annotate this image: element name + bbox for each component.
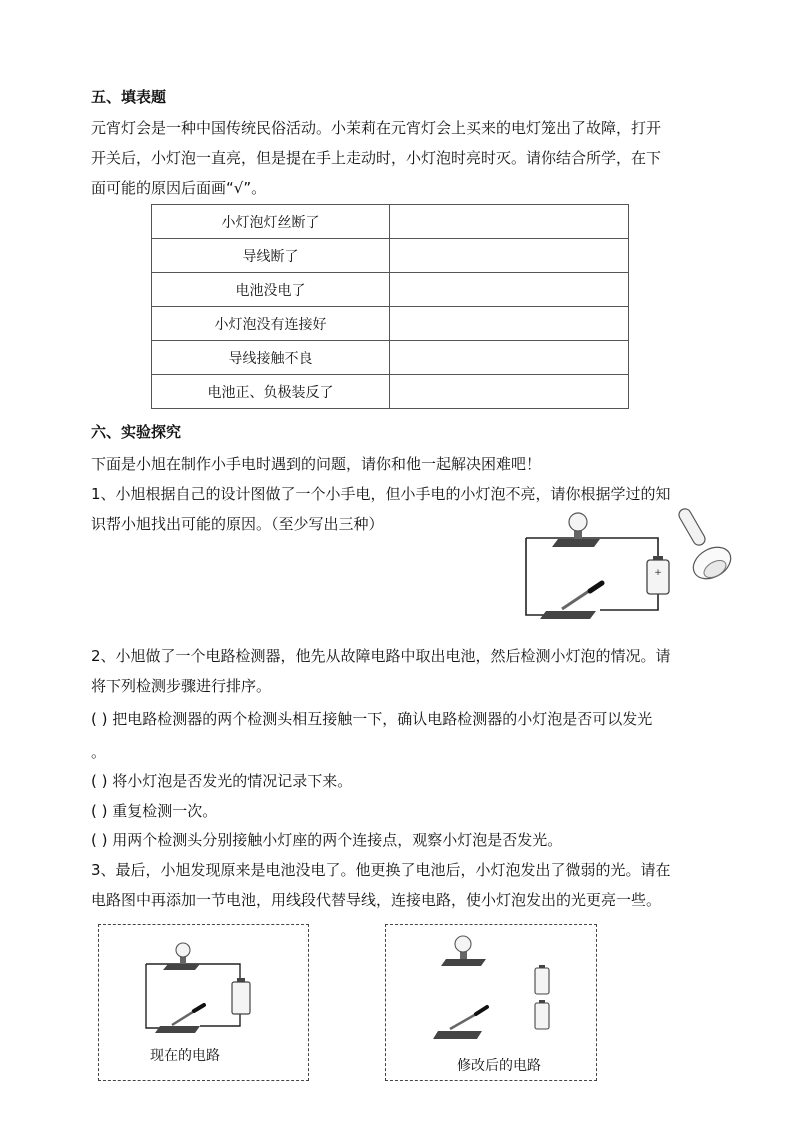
- q3-line: 3、最后，小旭发现原来是电池没电了。他更换了电池后，小灯泡发出了微弱的光。请在: [91, 861, 671, 879]
- question3: [91, 855, 706, 915]
- switch-handle: [590, 583, 602, 591]
- flashlight-circuit-illustration: [510, 505, 740, 625]
- battery-terminal: [539, 1000, 545, 1003]
- step-item: ( ) 把电路检测器的两个检测头相互接触一下，确认电路检测器的小灯泡是否可以发光: [91, 710, 653, 728]
- switch-lever: [172, 1010, 196, 1025]
- section6-intro: 下面是小旭在制作小手电时遇到的问题，请你和他一起解决困难吧！: [91, 455, 542, 473]
- cause-cell: 电池正、负极装反了: [152, 375, 390, 409]
- answer-cell[interactable]: [390, 205, 629, 239]
- flashlight-icon: [677, 507, 737, 585]
- answer-cell[interactable]: [390, 341, 629, 375]
- switch-base: [155, 1026, 200, 1033]
- cause-cell: 电池没电了: [152, 273, 390, 307]
- table-row: [152, 239, 629, 273]
- switch-lever: [450, 1013, 478, 1029]
- bulb-holder: [441, 959, 486, 966]
- bulb-icon[interactable]: [455, 936, 471, 952]
- switch-base: [540, 611, 596, 619]
- answer-cell[interactable]: [390, 375, 629, 409]
- table-row: [152, 307, 629, 341]
- svg-text:+: +: [654, 568, 662, 578]
- battery-terminal: [237, 978, 245, 982]
- bulb-holder: [163, 964, 200, 970]
- cause-cell: 小灯泡灯丝断了: [152, 205, 390, 239]
- switch-base[interactable]: [433, 1031, 482, 1039]
- battery-icon[interactable]: [535, 968, 549, 994]
- table-row: [152, 341, 629, 375]
- current-circuit-diagram: [140, 940, 260, 1040]
- battery-terminal: [653, 556, 663, 560]
- cause-cell: 导线接触不良: [152, 341, 390, 375]
- intro-line: 元宵灯会是一种中国传统民俗活动。小茉莉在元宵灯会上买来的电灯笼出了故障，打开: [91, 119, 662, 137]
- wire: [146, 964, 164, 1028]
- table-row: [152, 205, 629, 239]
- fault-table: [151, 204, 629, 409]
- bulb-icon: [569, 513, 587, 531]
- table-row: [152, 375, 629, 409]
- switch-handle: [194, 1005, 204, 1011]
- step-item: 。: [91, 743, 107, 761]
- section5-intro: [91, 113, 706, 203]
- wire: [600, 593, 658, 610]
- battery-terminal: [539, 965, 545, 968]
- bulb-icon: [176, 943, 190, 957]
- intro-line: 开关后，小灯泡一直亮，但是提在手上走动时，小灯泡时亮时灭。请你结合所学，在下: [91, 149, 662, 167]
- wire: [200, 1014, 240, 1026]
- battery-icon[interactable]: [535, 1003, 549, 1029]
- cause-cell: 导线断了: [152, 239, 390, 273]
- section5-title: 五、填表题: [91, 88, 167, 106]
- switch-handle: [476, 1007, 487, 1014]
- bulb-holder: [552, 539, 600, 547]
- q2-line: 2、小旭做了一个电路检测器，他先从故障电路中取出电池，然后检测小灯泡的情况。请: [91, 647, 671, 665]
- answer-cell[interactable]: [390, 273, 629, 307]
- q1-line: 1、小旭根据自己的设计图做了一个小手电，但小手电的小灯泡不亮，请你根据学过的知: [91, 485, 671, 503]
- caption-current: 现在的电路: [150, 1048, 220, 1064]
- section6-title: 六、实验探究: [91, 423, 182, 441]
- answer-cell[interactable]: [390, 239, 629, 273]
- question2: [91, 641, 706, 701]
- step-item: ( ) 将小灯泡是否发光的情况记录下来。: [91, 772, 353, 790]
- wire: [526, 538, 550, 615]
- table-row: [152, 273, 629, 307]
- answer-cell[interactable]: [390, 307, 629, 341]
- modified-circuit-diagram: [430, 935, 570, 1045]
- q1-line: 识帮小旭找出可能的原因。（至少写出三种）: [91, 515, 384, 533]
- q2-line: 将下列检测步骤进行排序。: [91, 677, 272, 695]
- step-item: ( ) 用两个检测头分别接触小灯座的两个连接点，观察小灯泡是否发光。: [91, 831, 563, 849]
- caption-modified: 修改后的电路: [457, 1058, 541, 1074]
- q3-line: 电路图中再添加一节电池，用线段代替导线，连接电路，使小灯泡发出的光更亮一些。: [91, 891, 662, 909]
- switch-lever: [562, 589, 592, 609]
- step-item: ( ) 重复检测一次。: [91, 802, 218, 820]
- cause-cell: 小灯泡没有连接好: [152, 307, 390, 341]
- battery-icon: [232, 982, 250, 1014]
- intro-line: 面可能的原因后面画“√”。: [91, 179, 267, 197]
